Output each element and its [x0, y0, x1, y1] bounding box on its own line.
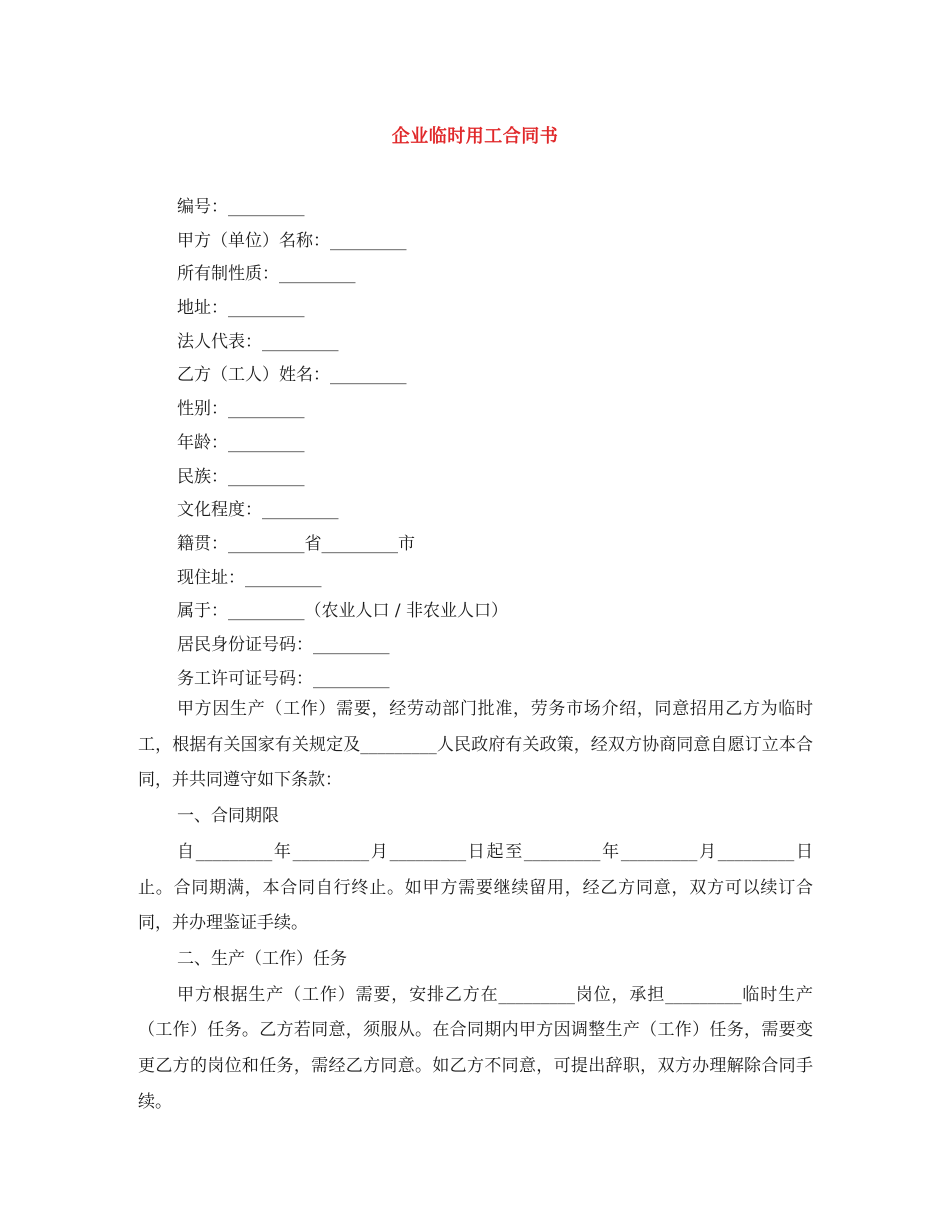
- field-worker-name: 乙方（工人）姓名：_________: [177, 365, 407, 386]
- field-ownership-type: 所有制性质：_________: [177, 264, 356, 285]
- contract-body: [138, 692, 813, 1120]
- field-age: 年龄：_________: [177, 432, 305, 453]
- document-title: 企业临时用工合同书: [391, 126, 559, 147]
- section-1-heading: 一、合同期限: [177, 806, 279, 827]
- intro-paragraph: 甲方因生产（工作）需要，经劳动部门批准，劳务市场介绍，同意招用乙方为临时工，根据有关国家有关规定及_________人民政府有关政策，经双方协商同意自愿订立本合同，并共同遵守如下条款：: [138, 699, 813, 791]
- field-household-type: 属于：_________（农业人口 / 非农业人口）: [177, 601, 509, 622]
- field-id-number: 居民身份证号码：_________: [177, 634, 390, 655]
- section-2-paragraph: 甲方根据生产（工作）需要，安排乙方在_________岗位，承担_________临时生产（工作）任务。乙方若同意，须服从。在合同期内甲方因调整生产（工作）任务，需要变更乙方的岗位和任务，需经乙方同意。如乙方不同意，可提出辞职，双方办理解除合同手续。: [138, 984, 813, 1112]
- field-ethnicity: 民族：_________: [177, 466, 305, 487]
- field-work-permit-number: 务工许可证号码：_________: [177, 668, 390, 689]
- contract-fields: [177, 192, 817, 697]
- field-legal-representative: 法人代表：_________: [177, 331, 339, 352]
- field-address: 地址：_________: [177, 298, 305, 319]
- field-contract-number: 编号：_________: [177, 197, 305, 217]
- field-native-place: 籍贯：_________省_________市: [177, 533, 415, 554]
- section-2-heading: 二、生产（工作）任务: [177, 948, 347, 969]
- field-current-address: 现住址：_________: [177, 567, 322, 588]
- section-1-paragraph: 自_________年_________月_________日起至_________年_________月_________日止。合同期满，本合同自行终止。如甲方需要继续留用，经乙方同意，双方可以续订合同，并办理鉴证手续。: [138, 841, 813, 934]
- field-education: 文化程度：_________: [177, 500, 339, 521]
- field-employer-name: 甲方（单位）名称：_________: [177, 230, 407, 251]
- field-gender: 性别：_________: [177, 399, 305, 420]
